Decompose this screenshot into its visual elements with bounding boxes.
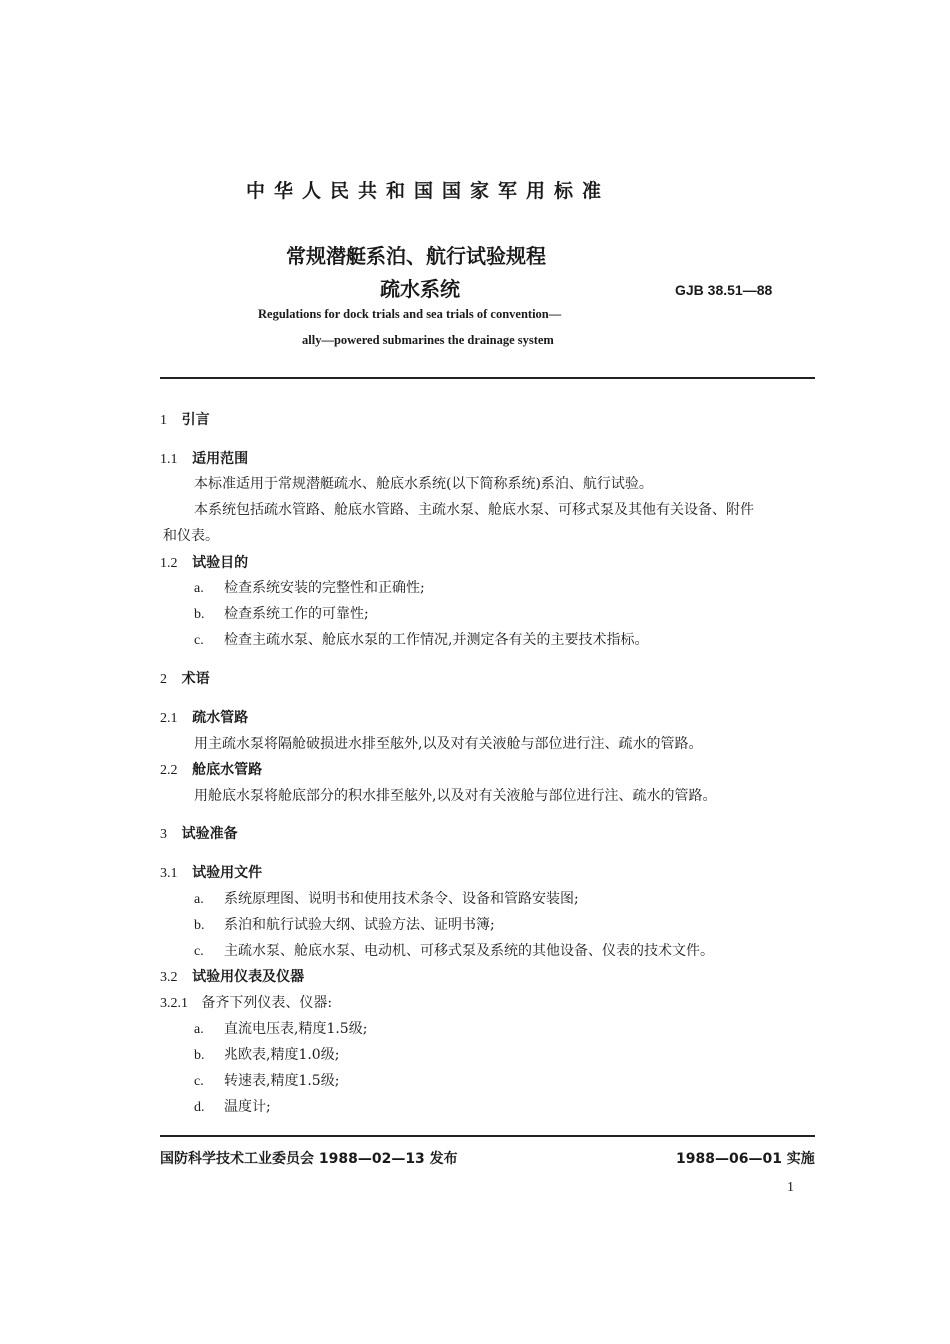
list-text: 转速表,精度1.5级; [224, 1073, 340, 1089]
section-title: 疏水管路 [192, 710, 249, 726]
section-number: 3.2.1 [160, 996, 188, 1011]
section-3-2-1-heading [160, 992, 332, 1012]
standard-code: GJB 38.51—88 [675, 282, 773, 298]
section-title: 备齐下列仪表、仪器: [201, 995, 333, 1011]
section-number: 1 [160, 413, 167, 428]
list-item [194, 914, 495, 934]
section-title: 适用范围 [192, 451, 249, 467]
list-item [194, 1070, 339, 1090]
list-item [194, 888, 579, 908]
list-marker: b. [194, 1048, 205, 1063]
list-marker: b. [194, 607, 205, 622]
effective-date: 1988—06—01 实施 [676, 1151, 815, 1167]
list-item [194, 629, 648, 649]
section-number: 3 [160, 827, 167, 842]
list-item [194, 1018, 367, 1038]
section-3-heading [160, 823, 238, 843]
section-3-2-heading [160, 966, 304, 986]
section-title: 试验目的 [192, 555, 249, 571]
section-2-1-heading [160, 707, 248, 727]
list-text: 直流电压表,精度1.5级; [224, 1021, 368, 1037]
paragraph: 用主疏水泵将隔舱破损进水排至舷外,以及对有关液舱与部位进行注、疏水的管路。 [194, 736, 703, 752]
list-marker: a. [194, 581, 204, 596]
section-title: 引言 [181, 412, 210, 428]
list-text: 系泊和航行试验大纲、试验方法、证明书簿; [224, 917, 495, 933]
list-text: 兆欧表,精度1.0级; [224, 1047, 340, 1063]
list-item [194, 1096, 271, 1116]
page-number: 1 [787, 1180, 794, 1195]
paragraph-continuation: 和仪表。 [163, 528, 219, 544]
section-title: 试验用文件 [192, 865, 263, 881]
section-number: 3.1 [160, 866, 178, 881]
list-item [194, 940, 714, 960]
list-marker: c. [194, 633, 204, 648]
list-text: 温度计; [224, 1099, 271, 1115]
footer-divider [160, 1135, 815, 1137]
paragraph: 本标准适用于常规潜艇疏水、舱底水系统(以下简称系统)系泊、航行试验。 [194, 476, 653, 492]
document-title: 常规潜艇系泊、航行试验规程 [286, 244, 546, 268]
section-title: 舱底水管路 [192, 762, 263, 778]
list-text: 主疏水泵、舱底水泵、电动机、可移式泵及系统的其他设备、仪表的技术文件。 [224, 943, 714, 959]
section-1-heading [160, 409, 210, 429]
list-text: 系统原理图、说明书和使用技术条令、设备和管路安装图; [224, 891, 579, 907]
section-title: 术语 [181, 671, 210, 687]
section-number: 2.2 [160, 763, 178, 778]
section-1-2-heading [160, 552, 248, 572]
section-title: 试验准备 [181, 826, 238, 842]
section-number: 2.1 [160, 711, 178, 726]
paragraph: 本系统包括疏水管路、舱底水管路、主疏水泵、舱底水泵、可移式泵及其他有关设备、附件 [194, 502, 754, 518]
english-title-line1: Regulations for dock trials and sea trials of convention— [258, 307, 562, 321]
list-marker: a. [194, 892, 204, 907]
section-1-1-heading [160, 448, 248, 468]
list-marker: a. [194, 1022, 204, 1037]
document-subtitle: 疏水系统 [380, 277, 460, 301]
list-marker: b. [194, 918, 205, 933]
section-number: 2 [160, 672, 167, 687]
section-number: 1.2 [160, 556, 178, 571]
paragraph: 用舱底水泵将舱底部分的积水排至舷外,以及对有关液舱与部位进行注、疏水的管路。 [194, 788, 717, 804]
list-text: 检查系统安装的完整性和正确性; [224, 580, 425, 596]
header-divider [160, 377, 815, 379]
section-3-1-heading [160, 862, 262, 882]
section-title: 试验用仪表及仪器 [192, 969, 305, 985]
list-item [194, 577, 425, 597]
list-marker: d. [194, 1100, 205, 1115]
section-number: 3.2 [160, 970, 178, 985]
list-marker: c. [194, 1074, 204, 1089]
list-item [194, 603, 369, 623]
section-number: 1.1 [160, 452, 178, 467]
issued-by: 国防科学技术工业委员会 1988—02—13 发布 [160, 1151, 458, 1167]
english-title-line2: ally—powered submarines the drainage system [302, 333, 554, 347]
list-item [194, 1044, 339, 1064]
section-2-heading [160, 668, 210, 688]
list-text: 检查系统工作的可靠性; [224, 606, 369, 622]
list-marker: c. [194, 944, 204, 959]
list-text: 检查主疏水泵、舱底水泵的工作情况,并测定各有关的主要技术指标。 [224, 632, 649, 648]
section-2-2-heading [160, 759, 262, 779]
national-standard-heading: 中华人民共和国国家军用标准 [246, 180, 611, 202]
